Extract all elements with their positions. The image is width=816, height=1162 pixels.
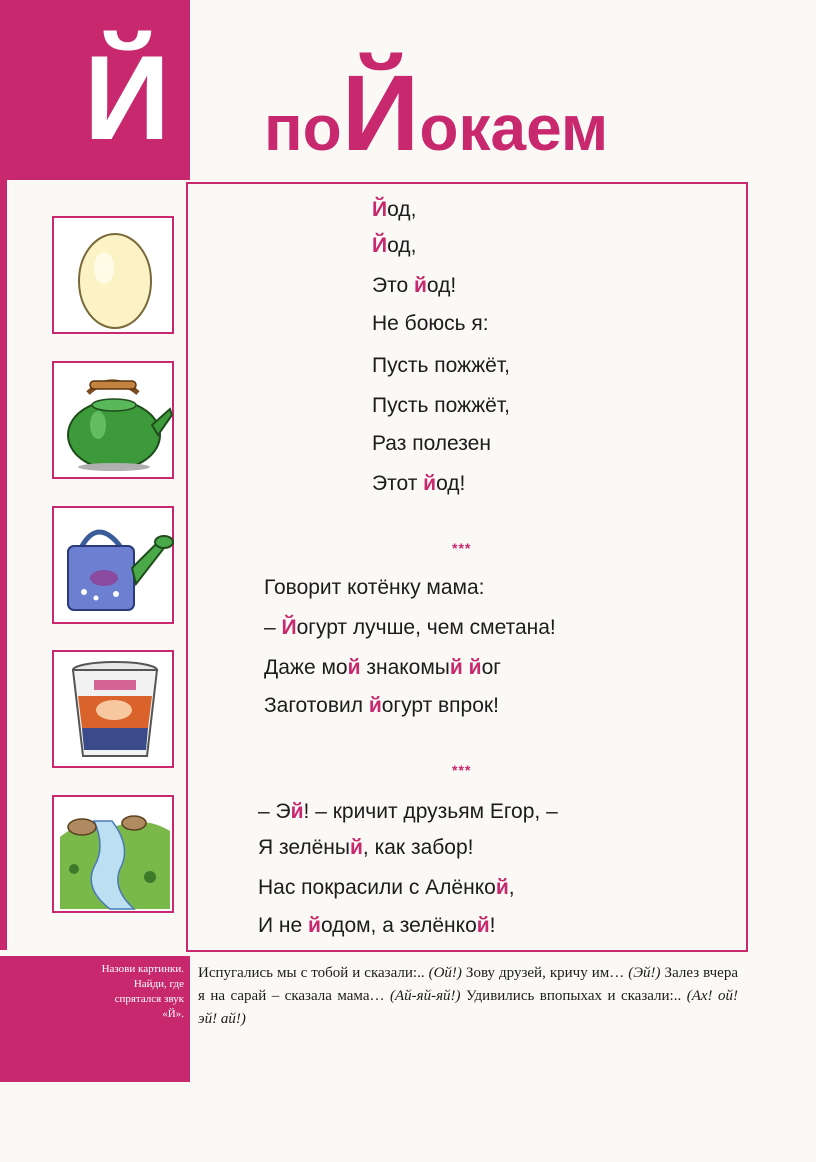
poem2-line-4: Заготовил йогурт впрок! (264, 694, 499, 717)
separator-1: *** (452, 540, 472, 556)
kettle-icon (54, 363, 176, 481)
poem1-line-1: Йод, (372, 198, 417, 221)
page-title (264, 52, 609, 173)
poem1-line-3: Это йод! (372, 274, 457, 297)
poem3-line-2: Я зелёный, как забор! (258, 836, 474, 859)
poem2-line-1: Говорит котёнку мама: (264, 576, 485, 599)
picture-egg[interactable] (52, 216, 174, 334)
poem3-line-4: И не йодом, а зелёнкой! (258, 914, 496, 937)
egg-icon (54, 218, 176, 336)
poem3-line-3: Нас покрасили с Алёнкой, (258, 876, 515, 899)
stream-icon (54, 797, 176, 915)
poem1-line-7: Раз полезен (372, 432, 491, 455)
side-stripe (0, 180, 7, 950)
poem1-line-6: Пусть пожжёт, (372, 394, 510, 417)
title-suffix: окаем (419, 92, 609, 164)
separator-2: *** (452, 762, 472, 778)
picture-kettle[interactable] (52, 361, 174, 479)
poem2-line-2: – Йогурт лучше, чем сметана! (264, 616, 556, 639)
title-prefix: по (264, 92, 342, 164)
poem1-line-8: Этот йод! (372, 472, 466, 495)
poem1-line-4: Не боюсь я: (372, 312, 489, 335)
watering-can-icon (54, 508, 176, 626)
yogurt-cup-icon (54, 652, 176, 770)
game-text: Испугались мы с тобой и сказали:.. (Ой!) Зову друзей, кричу им… (Эй!) Залез вчера я на сарай – сказала мама… (Ай-яй-яй!) Удивились впопыхах и сказали:.. (Ах! ой! эй! ай!) (198, 965, 738, 1027)
picture-yogurt[interactable] (52, 650, 174, 768)
picture-watering-can[interactable] (52, 506, 174, 624)
big-letter: Й (83, 31, 171, 165)
picture-stream[interactable] (52, 795, 174, 913)
poem2-line-3: Даже мой знакомый йог (264, 656, 501, 679)
title-letter: Й (341, 52, 420, 173)
task-instruction: Назови картинки. Найди, где спрятался звук «Й». (101, 963, 184, 1020)
poem3-line-1: – Эй! – кричит друзьям Егор, – (258, 800, 558, 823)
poem1-line-5: Пусть пожжёт, (372, 354, 510, 377)
poem1-line-2: Йод, (372, 234, 417, 257)
